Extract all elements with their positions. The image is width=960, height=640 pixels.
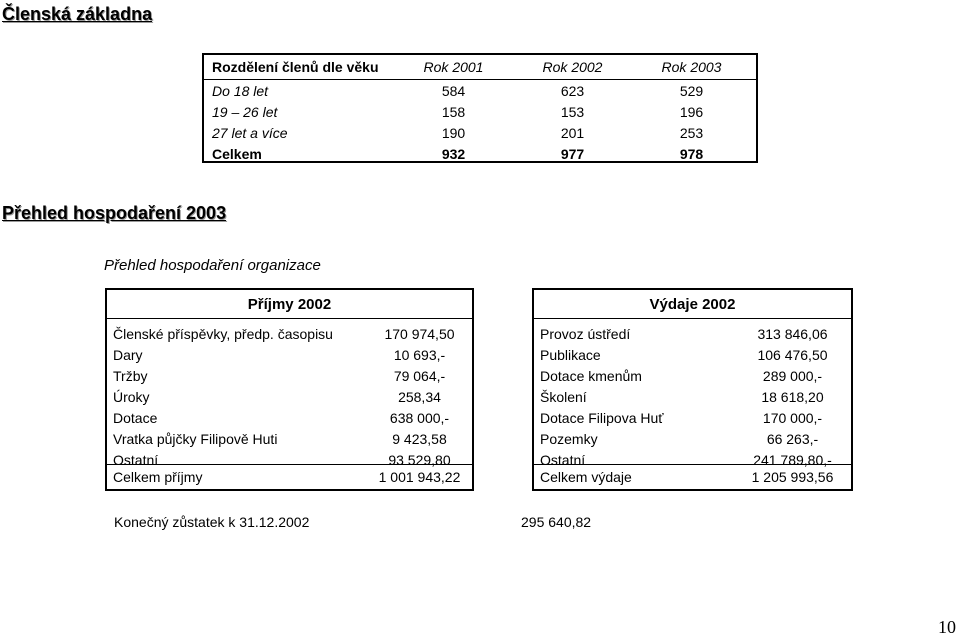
table-row [534, 407, 851, 428]
row-label: Školení [540, 388, 587, 405]
table-cell: 932 [441, 145, 466, 162]
expense-total-row [534, 464, 851, 489]
balance-value: 295 640,82 [521, 514, 592, 530]
total-value: 1 205 993,56 [751, 469, 834, 485]
header-cell: Rok 2001 [423, 59, 484, 75]
header-cell: Rozdělení členů dle věku [212, 59, 379, 75]
table-row [204, 101, 756, 122]
row-label: Dotace [113, 409, 158, 426]
table-row [534, 344, 851, 365]
table-cell: 190 [441, 124, 466, 141]
row-value: 289 000,- [762, 367, 823, 384]
table-row [534, 365, 851, 386]
table-cell: 977 [560, 145, 585, 162]
table-row [534, 428, 851, 449]
row-label: Členské příspěvky, předp. časopisu [113, 325, 333, 342]
header-cell: Rok 2003 [661, 59, 722, 75]
row-label: Dotace kmenům [540, 367, 642, 384]
row-label: Pozemky [540, 430, 598, 447]
row-value: 170 974,50 [384, 325, 455, 342]
total-row [204, 143, 756, 164]
table-cell: 196 [679, 103, 704, 120]
row-label: Ostatní [540, 451, 586, 468]
members-heading: Členská základna [2, 4, 153, 24]
row-value: 258,34 [398, 388, 441, 405]
income-total-row [107, 464, 472, 489]
total-value: 1 001 943,22 [378, 469, 461, 485]
income-title: Příjmy 2002 [107, 290, 472, 319]
table-row [204, 122, 756, 143]
row-label: Úroky [113, 388, 150, 405]
table-cell: 201 [560, 124, 585, 141]
row-label: Provoz ústředí [540, 325, 631, 342]
table-cell: 253 [679, 124, 704, 141]
table-cell: 978 [679, 145, 704, 162]
table-row [107, 323, 472, 344]
row-value: 66 263,- [766, 430, 819, 447]
table-cell: 623 [560, 82, 585, 99]
table-row [534, 323, 851, 344]
row-label: 19 – 26 let [212, 103, 278, 120]
row-label: Vratka půjčky Filipově Huti [113, 430, 278, 447]
table-cell: 584 [441, 82, 466, 99]
table-row [107, 407, 472, 428]
row-value: 18 618,20 [761, 388, 824, 405]
expense-title: Výdaje 2002 [534, 290, 851, 319]
page-number: 10 [938, 617, 956, 637]
finance-subtitle: Přehled hospodaření organizace [104, 257, 321, 274]
row-label: Publikace [540, 346, 601, 363]
table-row [107, 386, 472, 407]
table-cell: 158 [441, 103, 466, 120]
balance-label: Konečný zůstatek k 31.12.2002 [114, 514, 310, 530]
table-row [107, 365, 472, 386]
row-value: 79 064,- [393, 367, 446, 384]
row-label: 27 let a více [212, 124, 288, 141]
income-table [105, 288, 474, 491]
row-label: Ostatní [113, 451, 159, 468]
row-label: Tržby [113, 367, 148, 384]
row-value: 93 529,80 [388, 451, 451, 468]
row-value: 106 476,50 [757, 346, 828, 363]
table-row [534, 386, 851, 407]
row-value: 9 423,58 [392, 430, 447, 447]
expense-table [532, 288, 853, 491]
table-cell: 529 [679, 82, 704, 99]
table-row [107, 428, 472, 449]
row-label: Do 18 let [212, 82, 269, 99]
row-label: Dary [113, 346, 143, 363]
row-label: Dotace Filipova Huť [540, 409, 664, 426]
row-value: 638 000,- [389, 409, 450, 426]
age-distribution-table [202, 53, 758, 163]
row-value: 170 000,- [762, 409, 823, 426]
table-row [204, 80, 756, 101]
total-label: Celkem příjmy [113, 469, 203, 485]
row-value: 241 789,80,- [753, 451, 832, 468]
table-row [107, 344, 472, 365]
header-cell: Rok 2002 [542, 59, 603, 75]
total-label: Celkem výdaje [540, 469, 632, 485]
table-cell: 153 [560, 103, 585, 120]
row-value: 10 693,- [393, 346, 446, 363]
row-value: 313 846,06 [757, 325, 828, 342]
row-label: Celkem [212, 145, 262, 162]
table-header-row [204, 55, 756, 80]
finance-heading: Přehled hospodaření 2003 [2, 203, 227, 223]
